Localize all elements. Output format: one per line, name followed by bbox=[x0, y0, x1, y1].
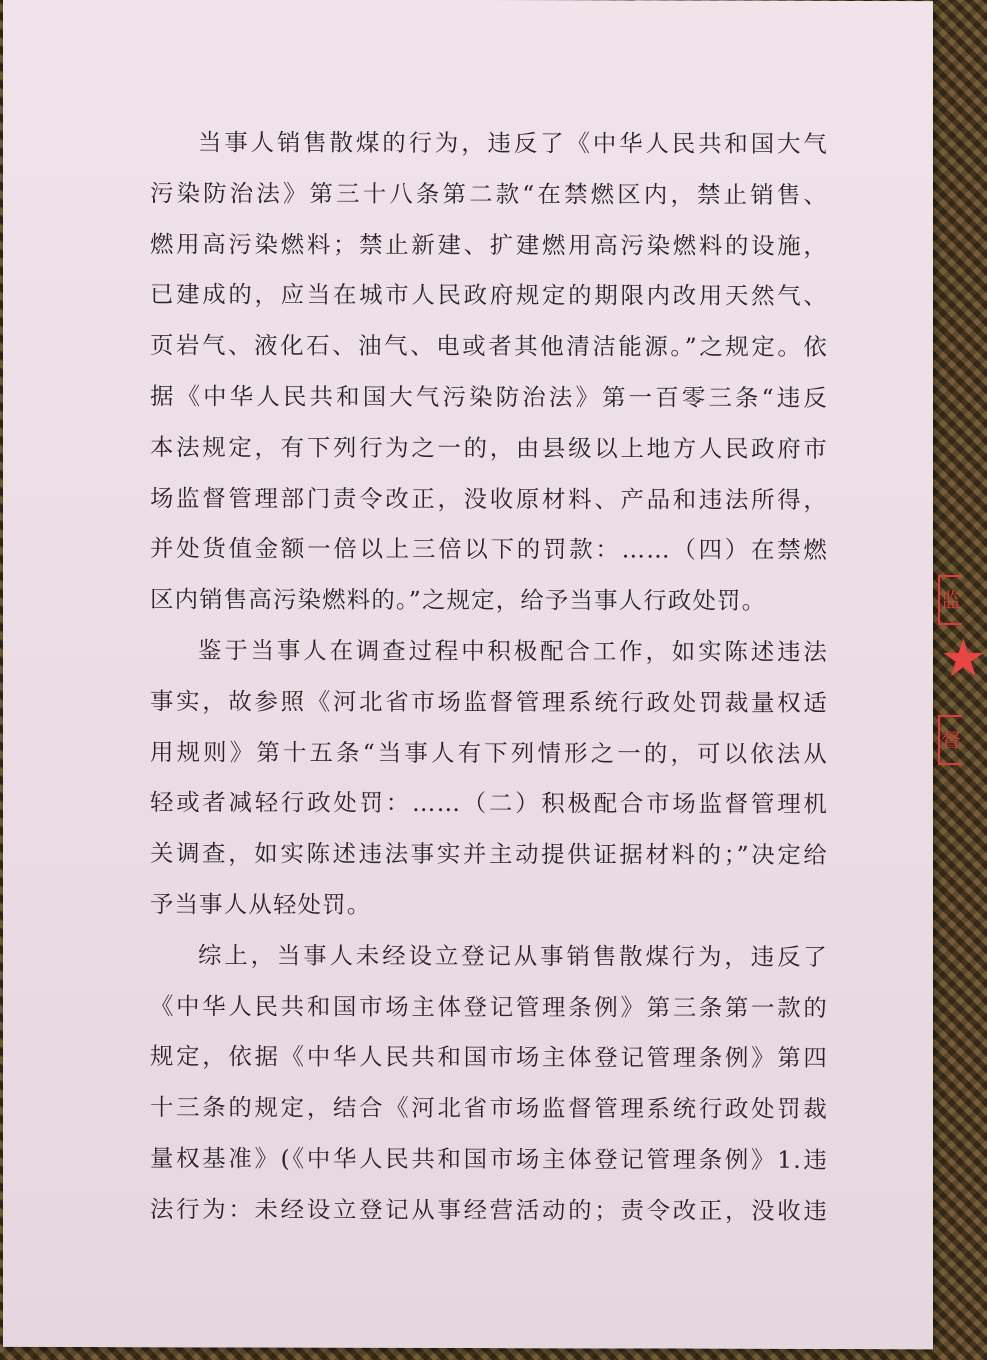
text-line: 已建成的，应当在城市人民政府规定的期限内改用天然气、 bbox=[150, 280, 828, 311]
text-line: 场监督管理部门责令改正，没收原材料、产品和违法所得， bbox=[150, 483, 828, 514]
text-line: 并处货值金额一倍以上三倍以下的罚款：……（四）在禁燃 bbox=[150, 534, 828, 565]
paragraph-1 bbox=[150, 117, 828, 627]
star-icon: ★ bbox=[940, 629, 987, 689]
text-line: 用规则》第十五条“当事人有下列情形之一的，可以依法从 bbox=[150, 737, 828, 768]
text-line: 燃用高污染燃料；禁止新建、扩建燃用高污染燃料的设施， bbox=[150, 229, 828, 260]
text-line: 《中华人民共和国市场主体登记管理条例》第三条第一款的 bbox=[150, 991, 828, 1022]
text-line: 事实，故参照《河北省市场监督管理系统行政处罚裁量权适 bbox=[150, 686, 828, 717]
text-line: 量权基准》(《中华人民共和国市场主体登记管理条例》1.违 bbox=[150, 1144, 828, 1174]
document-body bbox=[150, 117, 828, 1236]
text-line: 区内销售高污染燃料的。”之规定，给予当事人行政处罚。 bbox=[150, 585, 767, 615]
text-line: 污染防治法》第三十八条第二款“在禁燃区内，禁止销售、 bbox=[150, 178, 828, 209]
text-line: 予当事人从轻处罚。 bbox=[150, 890, 372, 919]
text-line: 当事人销售散煤的行为，违反了《中华人民共和国大气 bbox=[198, 128, 828, 158]
seal-stamp-partial bbox=[930, 555, 987, 770]
text-line: 轻或者减轻行政处罚：……（二）积极配合市场监督管理机 bbox=[150, 788, 828, 819]
text-line: 据《中华人民共和国大气污染防治法》第一百零三条“违反 bbox=[150, 382, 828, 412]
text-line: 综上，当事人未经设立登记从事销售散煤行为，违反了 bbox=[198, 941, 828, 971]
paragraph-3 bbox=[150, 930, 828, 1237]
text-line: 法行为：未经设立登记从事经营活动的；责令改正，没收违 bbox=[150, 1194, 828, 1225]
text-line: 规定，依据《中华人民共和国市场主体登记管理条例》第四 bbox=[150, 1042, 828, 1073]
text-line: 页岩气、液化石、油气、电或者其他清洁能源。”之规定。依 bbox=[150, 331, 828, 362]
paragraph-2 bbox=[150, 625, 828, 932]
document-page bbox=[3, 0, 933, 1349]
stamp-character-bottom: 督 bbox=[938, 715, 962, 765]
text-line: 鉴于当事人在调查过程中积极配合工作，如实陈述违法 bbox=[198, 636, 828, 666]
text-line: 十三条的规定，结合《河北省市场监督管理系统行政处罚裁 bbox=[150, 1093, 828, 1124]
text-line: 关调查，如实陈述违法事实并主动提供证据材料的；”决定给 bbox=[150, 839, 828, 870]
stamp-character-top: 监 bbox=[938, 575, 962, 625]
text-line: 本法规定，有下列行为之一的，由县级以上地方人民政府市 bbox=[150, 432, 828, 463]
